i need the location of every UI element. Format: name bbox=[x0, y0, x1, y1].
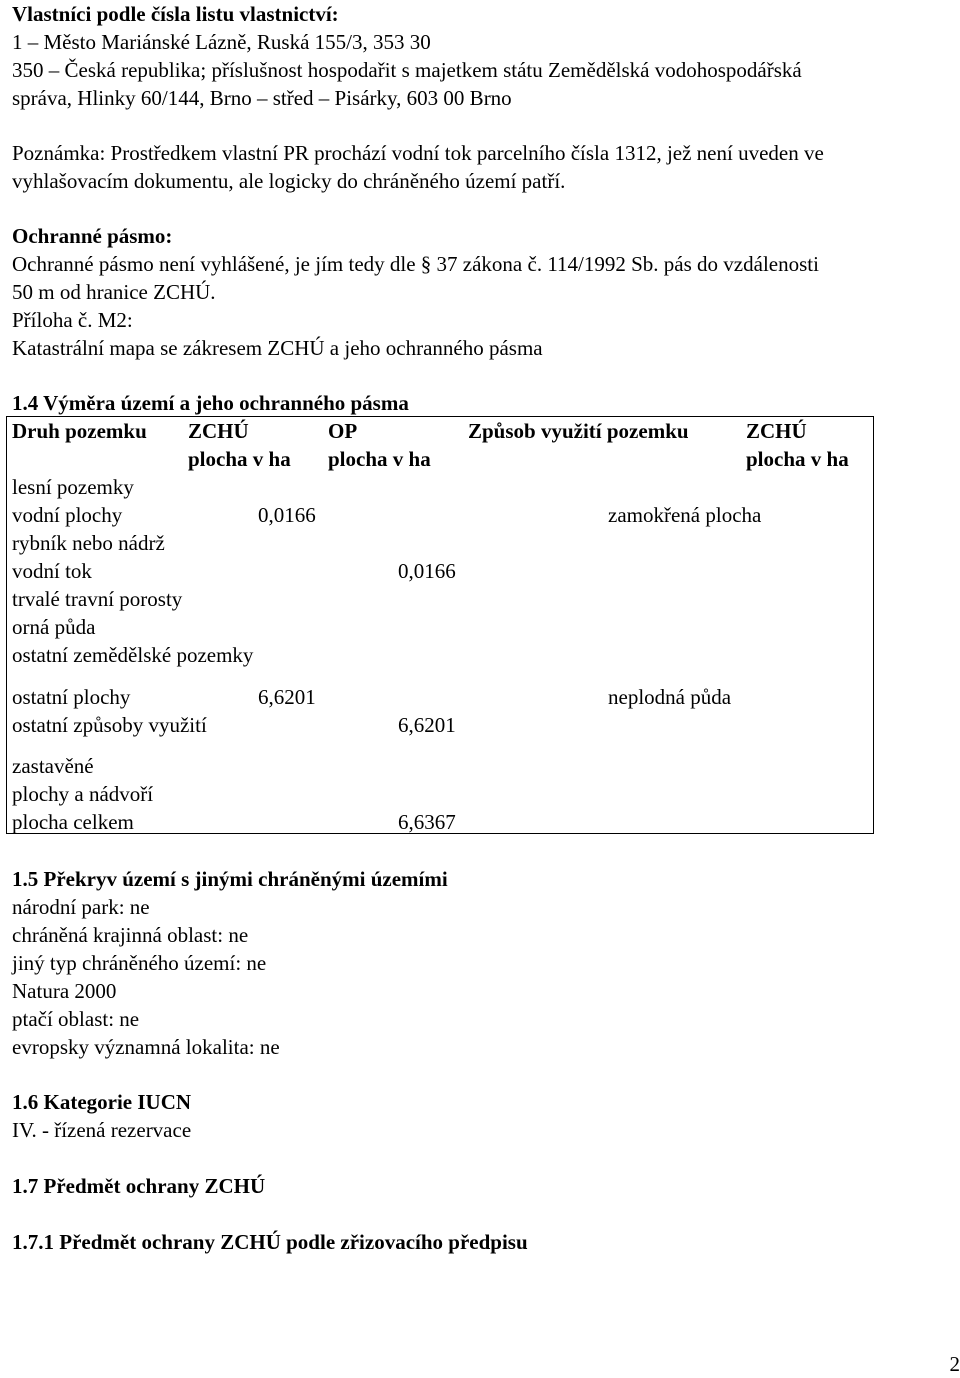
row-zchu2-value: 6,6201 bbox=[398, 713, 456, 737]
row-label: vodní tok bbox=[12, 559, 92, 583]
overlap-line: ptačí oblast: ne bbox=[12, 1007, 140, 1031]
row-label: plochy a nádvoří bbox=[12, 782, 154, 806]
subject-subheading: 1.7.1 Předmět ochrany ZCHÚ podle zřizovacího předpisu bbox=[12, 1230, 528, 1254]
overlap-line: jiný typ chráněného území: ne bbox=[12, 951, 267, 975]
row-use-value: zamokřená plocha bbox=[608, 503, 762, 527]
overlap-line: evropsky významná lokalita: ne bbox=[12, 1035, 280, 1059]
subject-heading: 1.7 Předmět ochrany ZCHÚ bbox=[12, 1174, 266, 1198]
row-label: ostatní plochy bbox=[12, 685, 131, 709]
page-number: 2 bbox=[949, 1352, 960, 1376]
note-line: Poznámka: Prostředkem vlastní PR prochází vodní tok parcelního čísla 1312, jež není uveden ve bbox=[12, 141, 824, 165]
overlap-heading: 1.5 Překryv území s jinými chráněnými územími bbox=[12, 867, 448, 891]
row-zchu2-value: 0,0166 bbox=[398, 559, 456, 583]
col-header-land-type: Druh pozemku bbox=[12, 419, 147, 443]
overlap-line: národní park: ne bbox=[12, 895, 150, 919]
overlap-line: chráněná krajinná oblast: ne bbox=[12, 923, 249, 947]
buffer-line: Příloha č. M2: bbox=[12, 308, 133, 332]
owner-line: 350 – Česká republika; příslušnost hospodařit s majetkem státu Zemědělská vodohospodářská bbox=[12, 58, 802, 82]
buffer-heading: Ochranné pásmo: bbox=[12, 224, 173, 248]
row-label: trvalé travní porosty bbox=[12, 587, 183, 611]
row-label: ostatní způsoby využití bbox=[12, 713, 207, 737]
row-label: plocha celkem bbox=[12, 810, 134, 834]
buffer-line: Katastrální mapa se zákresem ZCHÚ a jeho ochranného pásma bbox=[12, 336, 543, 360]
note-line: vyhlašovacím dokumentu, ale logicky do chráněného území patří. bbox=[12, 169, 566, 193]
col-header-zchu2-unit: plocha v ha bbox=[746, 447, 849, 471]
row-label: orná půda bbox=[12, 615, 96, 639]
row-zchu-value: 6,6201 bbox=[258, 685, 316, 709]
owner-line: správa, Hlinky 60/144, Brno – střed – Pisárky, 603 00 Brno bbox=[12, 86, 512, 110]
owner-line: 1 – Město Mariánské Lázně, Ruská 155/3, 353 30 bbox=[12, 30, 431, 54]
row-label: ostatní zemědělské pozemky bbox=[12, 643, 254, 667]
row-zchu-value: 0,0166 bbox=[258, 503, 316, 527]
row-label: lesní pozemky bbox=[12, 475, 134, 499]
col-header-op: OP bbox=[328, 419, 358, 443]
col-header-op-unit: plocha v ha bbox=[328, 447, 431, 471]
col-header-zchu2: ZCHÚ bbox=[746, 419, 807, 443]
iucn-heading: 1.6 Kategorie IUCN bbox=[12, 1090, 192, 1114]
row-label: rybník nebo nádrž bbox=[12, 531, 165, 555]
buffer-line: 50 m od hranice ZCHÚ. bbox=[12, 280, 216, 304]
row-label: zastavěné bbox=[12, 754, 94, 778]
area-heading: 1.4 Výměra území a jeho ochranného pásma bbox=[12, 391, 409, 415]
iucn-value: IV. - řízená rezervace bbox=[12, 1118, 192, 1142]
row-label: vodní plochy bbox=[12, 503, 123, 527]
row-use-value: neplodná půda bbox=[608, 685, 732, 709]
col-header-zchu: ZCHÚ bbox=[188, 419, 249, 443]
owners-heading: Vlastníci podle čísla listu vlastnictví: bbox=[12, 2, 339, 26]
row-zchu2-value: 6,6367 bbox=[398, 810, 456, 834]
area-table bbox=[6, 416, 874, 834]
overlap-line: Natura 2000 bbox=[12, 979, 117, 1003]
buffer-line: Ochranné pásmo není vyhlášené, je jím tedy dle § 37 zákona č. 114/1992 Sb. pás do vzdálenosti bbox=[12, 252, 819, 276]
col-header-zchu-unit: plocha v ha bbox=[188, 447, 291, 471]
col-header-use: Způsob využití pozemku bbox=[468, 419, 689, 443]
